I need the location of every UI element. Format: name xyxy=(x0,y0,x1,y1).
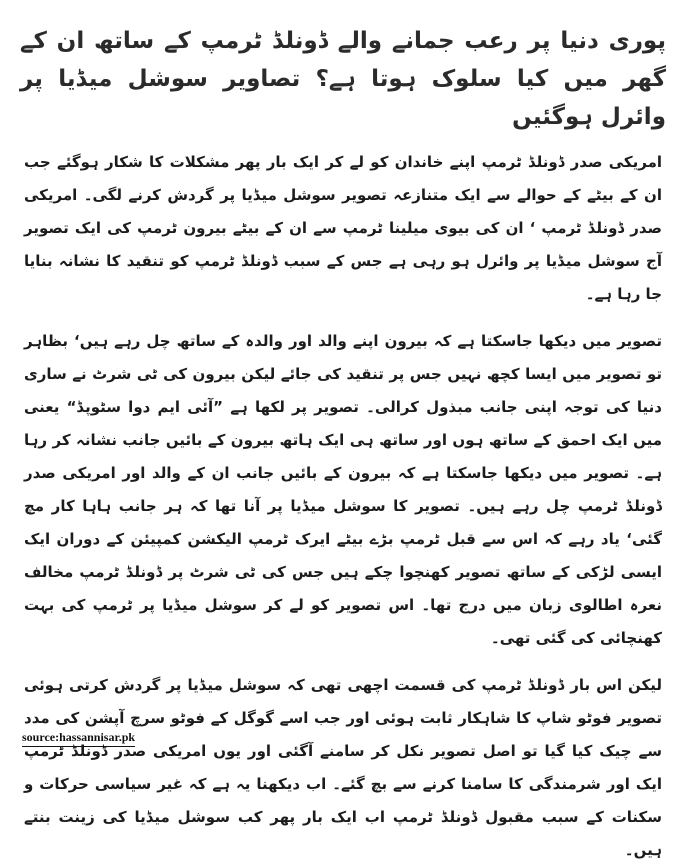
article-paragraph-1: امریکی صدر ڈونلڈ ٹرمپ اپنے خاندان کو لے کر ایک بار پھر مشکلات کا شکار ہوگئے جب ان کے بیٹے کے حوالے سے ایک متنازعہ تصویر سوشل میڈیا پر گردش کرنے لگی۔ امریکی صدر ڈونلڈ ٹرمپ ‘ ان کی بیوی میلینا ٹرمپ سے ان کے بیٹے بیرون ٹرمپ کی ایک تصویر آج سوشل میڈیا پر وائرل ہو رہی ہے جس کے سبب ڈونلڈ ٹرمپ کو تنقید کا نشانہ بنایا جا رہا ہے۔ xyxy=(24,153,662,303)
article xyxy=(8,22,676,859)
source-credit: source:hassannisar.pk xyxy=(22,730,135,747)
article-paragraph-2: تصویر میں دیکھا جاسکتا ہے کہ بیرون اپنے والد اور والدہ کے ساتھ چل رہے ہیں‘ بظاہر تو تصویر میں ایسا کچھ نہیں جس پر تنقید کی جائے لیکن بیرون کی ٹی شرٹ نے ساری دنیا کی توجہ اپنی جانب مبذول کرالی۔ تصویر پر لکھا ہے ”آئی ایم دوا سٹوپڈ“ یعنی میں ایک احمق کے ساتھ ہوں اور ساتھ ہی ایک ہاتھ بیرون کے بائیں جانب نشانہ کر رہا ہے۔ تصویر میں دیکھا جاسکتا ہے کہ بیرون کے بائیں جانب ان کے والد اور امریکی صدر ڈونلڈ ٹرمپ چل رہے ہیں۔ تصویر کا سوشل میڈیا پر آنا تھا کہ ہر جانب ہاہا کار مچ گئی‘ یاد رہے کہ اس سے قبل ٹرمپ بڑے بیٹے ایرک ٹرمپ الیکشن کمپیئن کے دوران ایک ایسی لڑکی کے ساتھ تصویر کھنچوا چکے ہیں جس کی ٹی شرٹ پر ڈونلڈ ٹرمپ مخالف نعرہ اطالوی زبان میں درج تھا۔ اس تصویر کو لے کر سوشل میڈیا پر ٹرمپ کی بہت کھنچائی کی گئی تھی۔ xyxy=(24,332,662,647)
article-paragraph-3: لیکن اس بار ڈونلڈ ٹرمپ کی قسمت اچھی تھی کہ سوشل میڈیا پر گردش کرتی ہوئی تصویر فوٹو شاپ کا شاہکار ثابت ہوئی اور جب اسے گوگل کے فوٹو سرچ آپشن کی مدد سے چیک کیا گیا تو اصل تصویر نکل کر سامنے آگئی اور یوں امریکی صدر ڈونلڈ ٹرمپ ایک اور شرمندگی کا سامنا کرنے سے بچ گئے۔ اب دیکھنا یہ ہے کہ غیر سیاسی حرکات و سکنات کے سبب مقبول ڈونلڈ ٹرمپ اب ایک بار پھر کب سوشل میڈیا کی زینت بنتے ہیں۔ xyxy=(24,676,662,859)
article-headline: پوری دنیا پر رعب جمانے والے ڈونلڈ ٹرمپ کے ساتھ ان کے گھر میں کیا سلوک ہوتا ہے؟ تصاویر سوشل میڈیا پر وائرل ہوگئیں xyxy=(20,28,666,130)
